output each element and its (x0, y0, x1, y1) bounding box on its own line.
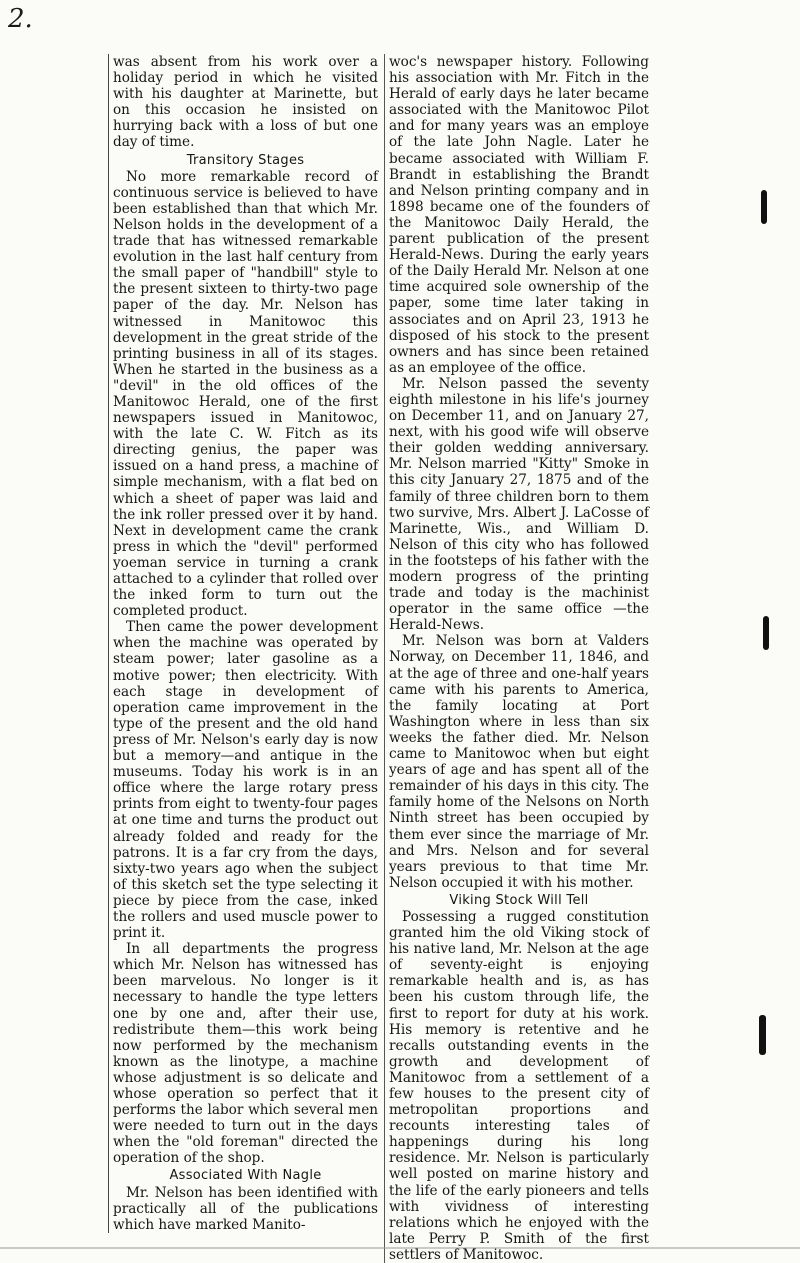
page-number: 2. (8, 4, 33, 34)
article-column-left (108, 54, 378, 1233)
article-column-right (384, 54, 649, 1263)
paragraph: Mr. Nelson was born at Valders Norway, on December 11, 1846, and at the age of three and one-half years came with his parents to America, the family locating at Port Washington where in less than six weeks the father died. Mr. Nelson came to Manitowoc when but eight years of age and has spent all of the remainder of his days in this city. The family home of the Nelsons on North Ninth street has been occupied by them ever since the marriage of Mr. and Mrs. Nelson and for several years previous to that time Mr. Nelson occupied it with his mother. (389, 633, 649, 891)
paragraph: Possessing a rugged constitution granted him the old Viking stock of his native land, Mr. Nelson at the age of seventy-eight is enjoying remarkable health and is, as has been his custom through life, the first to report for duty at his work. His memory is retentive and he recalls outstanding events in the growth and development of Manitowoc from a settlement of a few houses to the present city of metropolitan proportions and recounts interesting tales of happenings during his long residence. Mr. Nelson is particularly well posted on marine history and the life of the early pioneers and tells with vividness of interesting relations which he enjoyed with the late Perry P. Smith of the first settlers of Manitowoc. (389, 908, 649, 1263)
binding-mark (759, 1015, 766, 1055)
paragraph: was absent from his work over a holiday period in which he visited with his daughter at Marinette, but on this occasion he insisted on hurrying back with a loss of but one day of time. (113, 54, 378, 151)
paragraph: Mr. Nelson has been identified with practically all of the publications which have marked Manito- (113, 1184, 378, 1233)
binding-mark (761, 190, 767, 224)
paragraph: Mr. Nelson passed the seventy eighth milestone in his life's journey on December 11, and on January 27, next, with his good wife will observe their golden wedding anniversary. Mr. Nelson married "Kitty" Smoke in this city January 27, 1875 and of the family of three children born to them two survive, Mrs. Albert J. LaCosse of Marinette, Wis., and William D. Nelson of this city who has followed in the footsteps of his father with the modern progress of the printing trade and today is the machinist operator in the same office —the Herald-News. (389, 375, 649, 634)
paragraph: In all departments the progress which Mr. Nelson has witnessed has been marvelous. No longer is it necessary to handle the type letters one by one and, after their use, redistribute them—this work being now performed by the mechanism known as the linotype, a machine whose adjustment is so delicate and whose operation so perfect that it performs the labor which several men were needed to turn out in the days when the "old foreman" directed the operation of the shop. (113, 941, 378, 1167)
subheading-transitory-stages: Transitory Stages (186, 152, 305, 168)
paragraph: No more remarkable record of continuous service is believed to have been established than that which Mr. Nelson holds in the development of a trade that has witnessed remarkable evolution in the last half century from the small paper of "handbill" style to the present sixteen to thirty-two page paper of the day. Mr. Nelson has witnessed in Manitowoc this development in the great stride of the printing business in all of its stages. When he started in the business as a "devil" in the old offices of the Manitowoc Herald, one of the first newspapers issued in Manitowoc, with the late C. W. Fitch as its directing genius, the paper was issued on a hand press, a machine of simple mechanism, with a flat bed on which a sheet of paper was laid and the ink roller pressed over it by hand. Next in development came the crank press in which the "devil" performed yoeman service in turning a crank attached to a cylinder that rolled over the inked form to turn out the completed product. (113, 168, 378, 620)
binding-mark (763, 616, 769, 650)
subheading-viking-stock: Viking Stock Will Tell (449, 892, 589, 908)
paragraph: Then came the power development when the machine was operated by steam power; later gasoline as a motive power; then electricity. With each stage in development of operation came improvement in the type of the present and the old hand press of Mr. Nelson's early day is now but a memory—and antique in the museums. Today his work is in an office where the large rotary press prints from eight to twenty-four pages at one time and turns the product out already folded and ready for the patrons. It is a far cry from the days, sixty-two years ago when the subject of this sketch set the type selecting it piece by piece from the case, inked the rollers and used muscle power to print it. (113, 619, 378, 942)
subheading-associated-with-nagle: Associated With Nagle (169, 1168, 322, 1184)
paragraph: woc's newspaper history. Following his association with Mr. Fitch in the Herald of early days he later became associated with the Manitowoc Pilot and for many years was an employe of the late John Nagle. Later he became associated with William F. Brandt in establishing the Brandt and Nelson printing company and in 1898 became one of the founders of the Manitowoc Daily Herald, the parent publication of the present Herald-News. During the early years of the Daily Herald Mr. Nelson at one time acquired sole ownership of the paper, some time later taking in associates and on April 23, 1913 he disposed of his stock to the present owners and has since been retained as an employee of the office. (389, 54, 649, 376)
